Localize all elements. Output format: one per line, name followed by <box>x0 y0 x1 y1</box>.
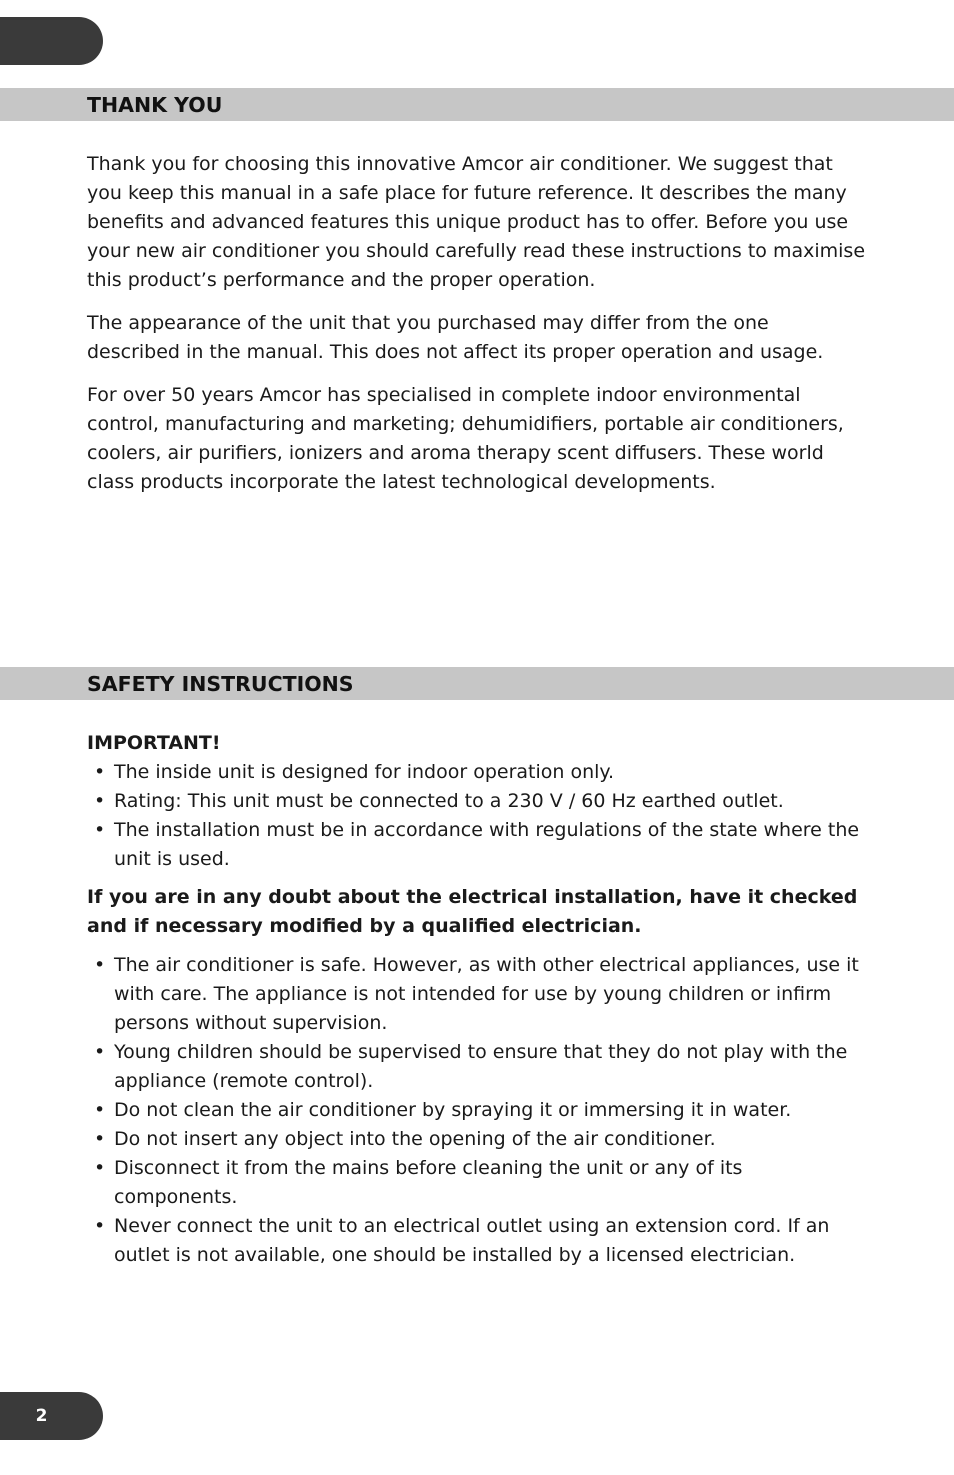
safety-heading: SAFETY INSTRUCTIONS <box>87 672 354 696</box>
list-item-text: Disconnect it from the mains before cleaning the unit or any of its components. <box>114 1157 743 1208</box>
safety-list <box>87 951 867 1270</box>
bullet-icon: • <box>94 1099 106 1121</box>
safety-section <box>87 729 867 1270</box>
list-item-text: Do not insert any object into the opening of the air conditioner. <box>114 1128 716 1150</box>
list-item <box>87 1038 867 1096</box>
bullet-icon: • <box>94 1128 106 1150</box>
bullet-icon: • <box>94 790 106 812</box>
list-item <box>87 1212 867 1270</box>
bullet-icon: • <box>94 954 106 976</box>
list-item-text: Rating: This unit must be connected to a 230 V / 60 Hz earthed outlet. <box>114 790 784 812</box>
list-item-text: Do not clean the air conditioner by spraying it or immersing it in water. <box>114 1099 792 1121</box>
list-item-text: Never connect the unit to an electrical outlet using an extension cord. If an outlet is not available, one should be installed by a licensed electrician. <box>114 1215 830 1266</box>
list-item-text: The air conditioner is safe. However, as with other electrical appliances, use it with care. The appliance is not intended for use by young children or infirm persons without supervision. <box>114 954 859 1034</box>
list-item <box>87 816 867 874</box>
thank-you-heading: THANK YOU <box>87 93 223 117</box>
list-item-text: The installation must be in accordance with regulations of the state where the unit is used. <box>114 819 860 870</box>
list-item-text: Young children should be supervised to ensure that they do not play with the appliance (remote control). <box>114 1041 848 1092</box>
appearance-paragraph: The appearance of the unit that you purchased may differ from the one described in the manual. This does not affect its proper operation and usage. <box>87 312 824 363</box>
bullet-icon: • <box>94 1215 106 1237</box>
company-paragraph: For over 50 years Amcor has specialised in complete indoor environmental control, manufacturing and marketing; dehumidifiers, portable air conditioners, coolers, air purifiers, ionizers and aroma therapy scent diffusers. These world class products incorporate the latest technological developments. <box>87 384 844 493</box>
header-tab-decoration <box>0 17 103 65</box>
important-list <box>87 758 867 874</box>
list-item <box>87 758 867 787</box>
thank-you-heading-band <box>0 88 954 121</box>
thank-you-section <box>87 150 867 511</box>
list-item-text: The inside unit is designed for indoor operation only. <box>114 761 614 783</box>
bullet-icon: • <box>94 761 106 783</box>
list-item <box>87 787 867 816</box>
bullet-icon: • <box>94 1157 106 1179</box>
list-item <box>87 1125 867 1154</box>
list-item <box>87 1154 867 1212</box>
page-number: 2 <box>0 1392 103 1440</box>
bullet-icon: • <box>94 819 106 841</box>
electrical-warning: If you are in any doubt about the electrical installation, have it checked and if necessary modified by a qualified electrician. <box>87 886 858 937</box>
important-label: IMPORTANT! <box>87 732 221 754</box>
list-item <box>87 1096 867 1125</box>
bullet-icon: • <box>94 1041 106 1063</box>
intro-paragraph: Thank you for choosing this innovative Amcor air conditioner. We suggest that you keep this manual in a safe place for future reference. It describes the many benefits and advanced features this unique product has to offer. Before you use your new air conditioner you should carefully read these instructions to maximise this product’s performance and the proper operation. <box>87 153 866 291</box>
list-item <box>87 951 867 1038</box>
safety-heading-band <box>0 667 954 700</box>
